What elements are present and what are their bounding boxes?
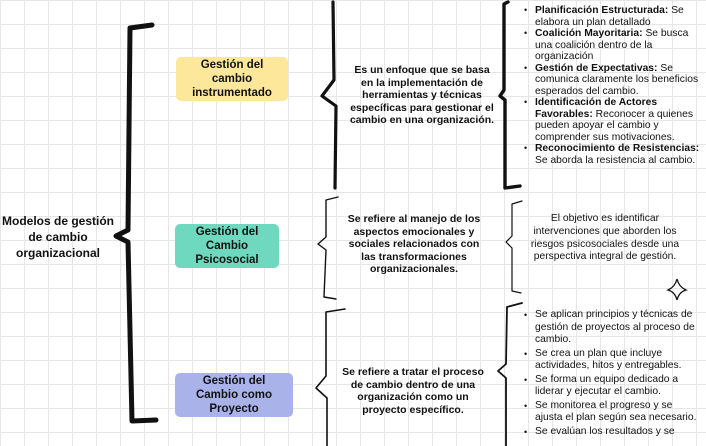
branch-1-description: Es un enfoque que se basa en la implementación de herramientas y técnicas específicas para gestionar el cambio en una organización.: [349, 64, 495, 126]
main-brace: [116, 25, 156, 421]
branch-1-tag: Gestión del cambio instrumentado: [176, 57, 288, 101]
detail-term: Identificación de Actores Favorables:: [535, 97, 658, 120]
detail-term: Planificación Estructurada:: [535, 5, 669, 16]
root-title: Modelos de gestión de cambio organizacional: [2, 214, 115, 260]
detail-text: Reconocer a quienes pueden apoyar el cambio y comprender sus motivaciones.: [535, 108, 693, 143]
branch-2-description: Se refiere al manejo de los aspectos emocionales y sociales relacionados con las transformaciones organizacionales.: [347, 213, 481, 275]
list-item: • Se crea un plan que incluye actividades, hitos y entregables.: [523, 348, 701, 373]
detail-term: Reconocimiento de Resistencias:: [535, 143, 700, 154]
detail-term: Coalición Mayoritaria:: [535, 28, 643, 39]
list-item: [523, 5, 703, 28]
branch-2-detail: El objetivo es identificar intervenciones que aborden los riesgos psicosociales desde una perspectiva integral de gestión.: [530, 213, 680, 263]
brace-details-1: [500, 2, 520, 188]
detail-term: Gestión de Expectativas:: [535, 62, 658, 74]
brace-details-3: [498, 303, 522, 446]
sparkle-icon: [668, 279, 686, 300]
branch-3-tag: Gestión del Cambio como Proyecto: [175, 373, 293, 417]
list-item: [523, 143, 703, 166]
branch-1-details: [523, 5, 703, 166]
detail-text: Se elabora un plan detallado: [535, 5, 684, 28]
list-item: • Se evalúan los resultados y se: [523, 426, 701, 439]
list-item: [523, 28, 703, 63]
brace-branch-2: [318, 197, 338, 299]
list-item: • Se forma un equipo dedicado a liderar y ejecutar el cambio.: [523, 374, 701, 399]
detail-text: Se comunica claramente los beneficios esperados del cambio.: [535, 62, 699, 97]
branch-2-tag: Gestión del Cambio Psicosocial: [175, 224, 279, 268]
detail-text: Se busca una coalición dentro de la organización: [535, 28, 689, 62]
list-item: [523, 97, 703, 143]
branch-3-description: Se refiere a tratar el proceso de cambio dentro de una organización como un proyecto específico.: [342, 366, 484, 416]
brace-branch-1: [322, 2, 336, 188]
branch-3-details: [523, 309, 701, 439]
list-item: • Se aplican principios y técnicas de gestión de proyectos al proceso de cambio.: [523, 309, 701, 347]
detail-text: Se aborda la resistencia al cambio.: [535, 154, 696, 166]
list-item: [523, 63, 703, 98]
list-item: • Se monitorea el progreso y se ajusta el plan según sea necesario.: [523, 400, 701, 425]
